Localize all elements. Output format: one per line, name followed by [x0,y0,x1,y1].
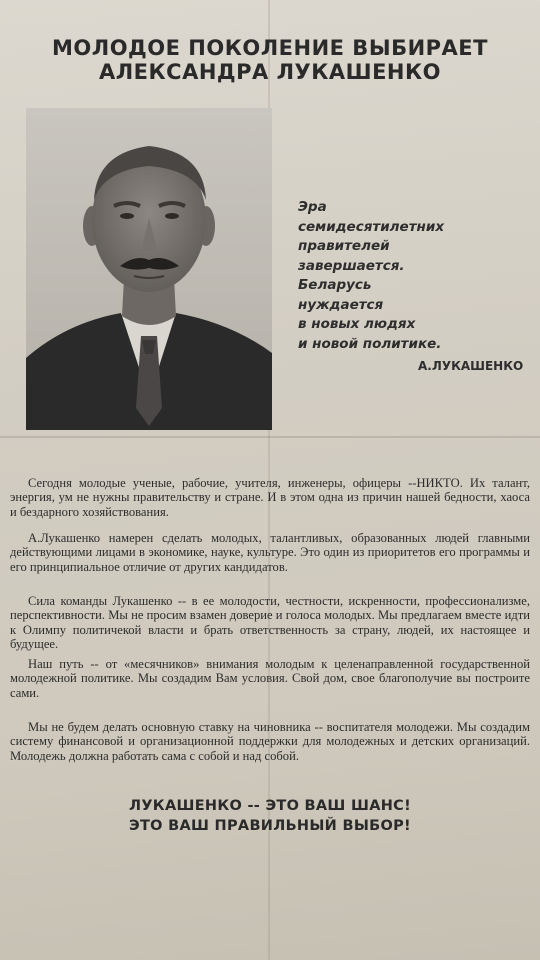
fold-crease [0,436,540,438]
quote-line: завершается. [298,257,405,274]
quote-author: А.ЛУКАШЕНКО [418,359,524,373]
quote-line: Беларусь [298,277,372,293]
portrait-illustration [26,108,272,430]
slogan-line-1: ЛУКАШЕНКО -- ЭТО ВАШ ШАНС! [128,798,412,814]
quote-line: Эра [298,199,327,215]
quote-line: и новой политике. [298,335,442,352]
candidate-portrait-photo [26,108,272,430]
quote-line: нуждается [298,296,384,313]
quote-line: семидесятилетних [298,218,445,235]
candidate-quote [298,198,528,354]
body-paragraph: Сила команды Лукашенко -- в ее молодости, честности, искренности, профессионализме, перспективности. Мы не просим взамен доверие и голоса молодых. Мы предлагаем вместе идти к Олимпу политичекой власти и брать ответственность за страну, людей, их настоящее и будущее. [10,593,530,652]
body-paragraph: Сегодня молодые ученые, рабочие, учителя, инженеры, офицеры --НИКТО. Их талант, энергия, ум не нужны правительству и стране. И в этом одна из причин нашей бедности, хаоса и бездарного хозяйствования. [10,475,530,519]
quote-line: в новых людях [298,316,416,332]
body-paragraph: А.Лукашенко намерен сделать молодых, талантливых, образованных людей главными действующими лицами в экономике, науке, культуре. Это один из приоритетов его программы и его принципиальное отличие от других кандидатов. [10,530,530,574]
slogan-line-2: ЭТО ВАШ ПРАВИЛЬНЫЙ ВЫБОР! [129,818,411,834]
headline-line-2: АЛЕКСАНДРА ЛУКАШЕНКО [98,60,442,84]
headline-line-1: МОЛОДОЕ ПОКОЛЕНИЕ ВЫБИРАЕТ [52,36,488,60]
body-paragraph: Мы не будем делать основную ставку на чиновника -- воспитателя молодежи. Мы создадим систему финансовой и организационной поддержки для молодежных и детских организаций. Молодежь должна работать сама с собой и над собой. [10,719,530,763]
quote-line: правителей [298,238,390,254]
body-paragraph: Наш путь -- от «месячников» внимания молодым к целенаправленной государственной молодежной политике. Мы создадим Вам условия. Свой дом, свое благополучие вы построите сами. [10,656,530,700]
